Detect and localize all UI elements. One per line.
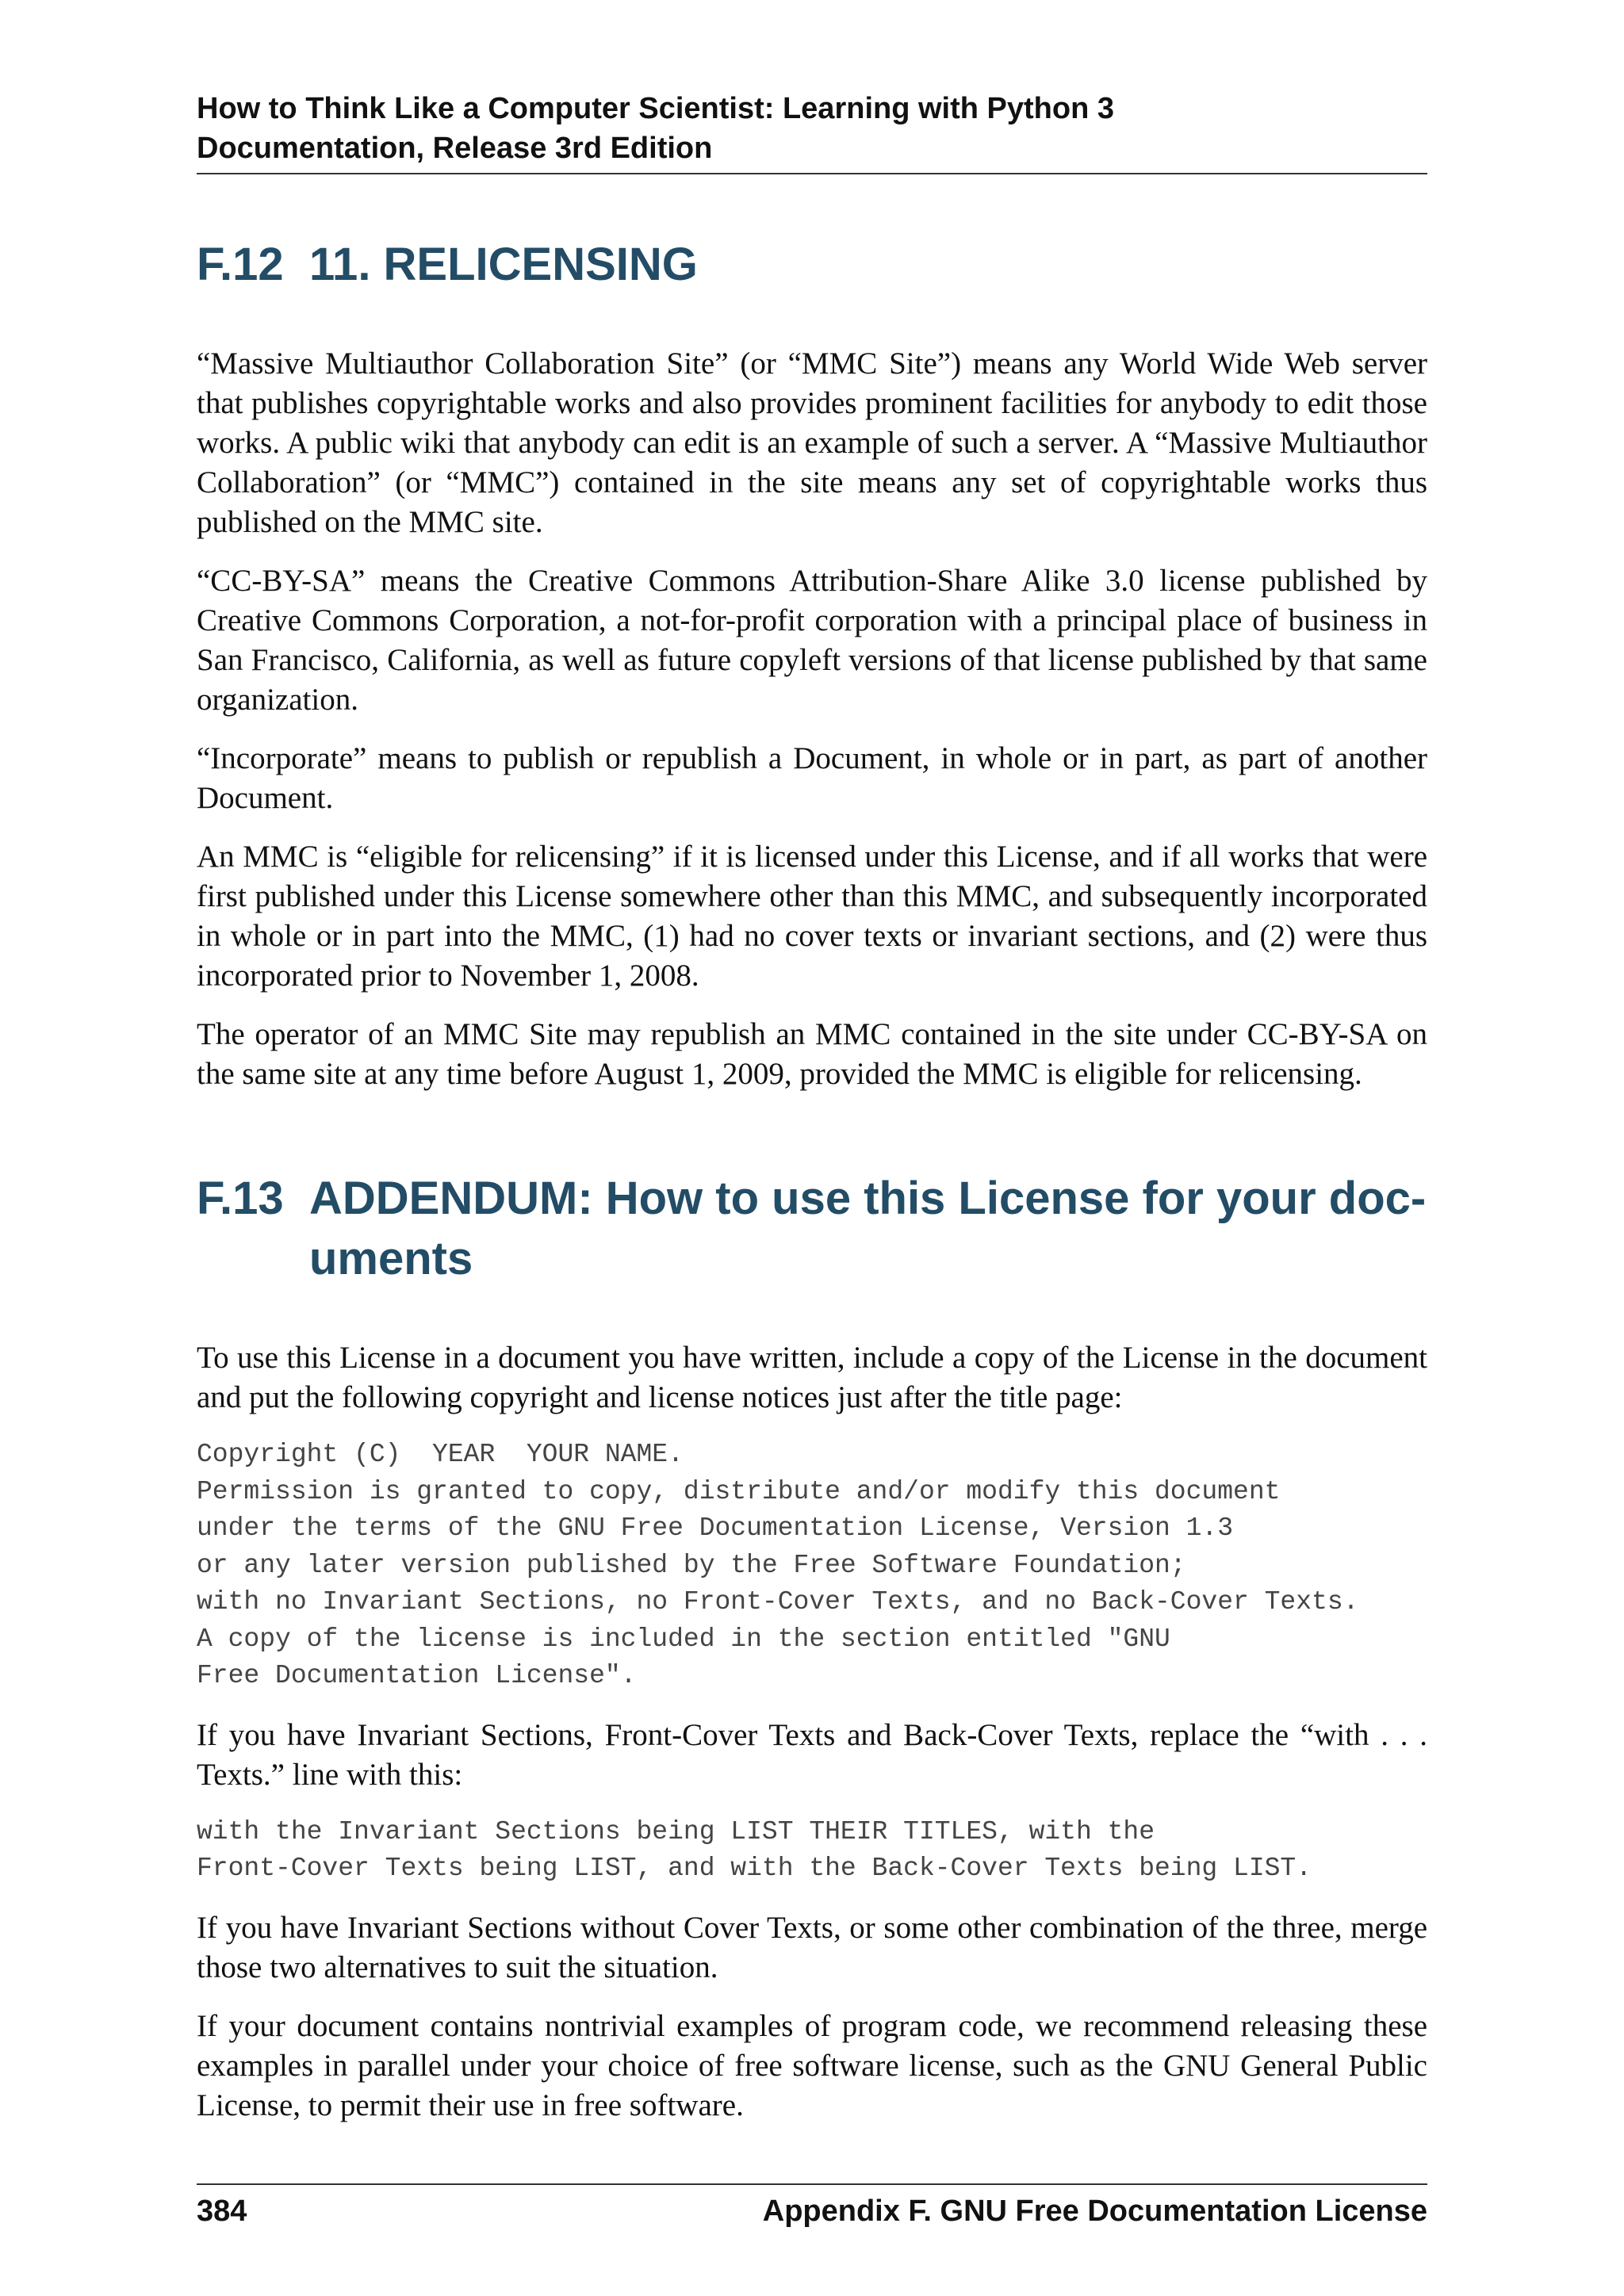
page-footer — [197, 2183, 1427, 2231]
section-body-f12 — [197, 344, 1427, 1113]
code-line: Front-Cover Texts being LIST, and with the Back-Cover Texts being LIST. — [197, 1854, 1312, 1883]
code-line: Permission is granted to copy, distribute and/or modify this document — [197, 1476, 1281, 1506]
code-line: Copyright (C) YEAR YOUR NAME. — [197, 1440, 684, 1469]
code-line: with no Invariant Sections, no Front-Cover Texts, and no Back-Cover Texts. — [197, 1587, 1359, 1617]
paragraph-program-code: If your document contains nontrivial examples of program code, we recommend releasing these examples in parallel under your choice of free software license, such as the GNU General Public License, to permit their use in free software. — [197, 2008, 1427, 2122]
section-title-f12 — [197, 235, 1427, 295]
section-heading-f13-line-2: uments — [309, 1233, 473, 1284]
section-heading-f13-line-1: ADDENDUM: How to use this License for your doc- — [309, 1173, 1427, 1224]
document-page — [197, 0, 1427, 2296]
code-line: or any later version published by the Free Software Foundation; — [197, 1550, 1186, 1580]
code-line: with the Invariant Sections being LIST THEIR TITLES, with the — [197, 1816, 1155, 1846]
paragraph-replace: If you have Invariant Sections, Front-Cover Texts and Back-Cover Texts, replace the “with . . . Texts.” line with this: — [197, 1717, 1427, 1792]
section-body-f13 — [197, 1338, 1427, 2145]
footer-chapter-title: Appendix F. GNU Free Documentation License — [762, 2195, 1427, 2228]
code-line: under the terms of the GNU Free Documentation License, Version 1.3 — [197, 1513, 1234, 1543]
running-header — [197, 89, 1427, 174]
section-title-f13 — [197, 1169, 1427, 1289]
page-number: 384 — [197, 2195, 247, 2228]
code-line: Free Documentation License". — [197, 1661, 637, 1690]
section-heading-f12: 11. RELICENSING — [309, 239, 698, 290]
paragraph-eligible: An MMC is “eligible for relicensing” if it is licensed under this License, and if all works that were first published under this License somewhere other than this MMC, and subsequently incorporated in whole or in part into the MMC, (1) had no cover texts or invariant sections, and (2) were thus incorporated prior to November 1, 2008. — [197, 840, 1427, 993]
paragraph-cc-by-sa: “CC-BY-SA” means the Creative Commons Attribution-Share Alike 3.0 license published by Creative Commons Corporation, a not-for-profit corporation with a principal place of business in San Francisco, California, as well as future copyleft versions of that license published by that same organization. — [197, 564, 1427, 717]
code-block-notice — [197, 1437, 1427, 1695]
paragraph-merge: If you have Invariant Sections without Cover Texts, or some other combination of the three, merge those two alternatives to suit the situation. — [197, 1910, 1427, 1984]
code-line: A copy of the license is included in the section entitled "GNU — [197, 1624, 1170, 1654]
paragraph-intro: To use this License in a document you have written, include a copy of the License in the document and put the following copyright and license notices just after the title page: — [197, 1341, 1427, 1414]
section-number-f13: F.13 — [197, 1173, 284, 1224]
section-number-f12: F.12 — [197, 239, 284, 290]
paragraph-incorporate: “Incorporate” means to publish or republish a Document, in whole or in part, as part of another Document. — [197, 741, 1427, 815]
code-block-invariant — [197, 1814, 1427, 1888]
header-line-1: How to Think Like a Computer Scientist: Learning with Python 3 — [197, 92, 1114, 125]
header-line-2: Documentation, Release 3rd Edition — [197, 132, 713, 165]
paragraph-mmc-site: “Massive Multiauthor Collaboration Site” (or “MMC Site”) means any World Wide Web server that publishes copyrightable works and also provides prominent facilities for anybody to edit those works. A public wiki that anybody can edit is an example of such a server. A “Massive Multiauthor Collaboration” (or “MMC”) contained in the site means any set of copyrightable works thus published on the MMC site. — [197, 346, 1427, 539]
section-heading-f13 — [309, 1169, 1427, 1289]
paragraph-operator: The operator of an MMC Site may republish an MMC contained in the site under CC-BY-SA on the same site at any time before August 1, 2009, provided the MMC is eligible for relicensing. — [197, 1017, 1427, 1091]
